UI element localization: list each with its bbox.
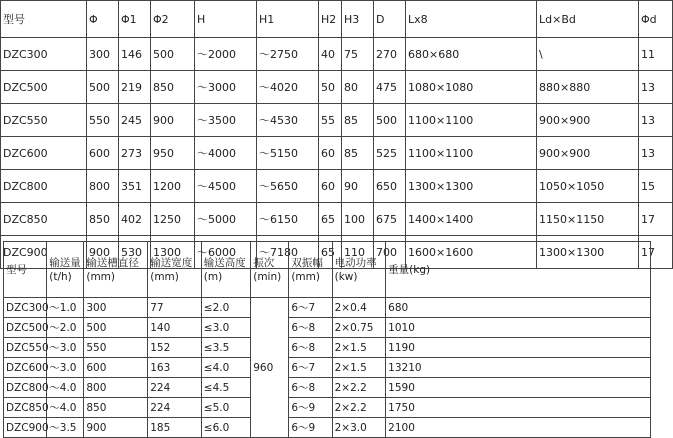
table-cell: 500 [87,71,119,104]
table-cell: DZC500 [4,318,47,338]
column-header: 输送高度(m) [201,242,250,298]
table-cell: 110 [342,236,374,269]
column-header: 输送宽度(mm) [148,242,202,298]
table-cell: 500 [151,38,195,71]
table-cell: 2100 [386,418,651,438]
table-cell: ～3500 [195,104,257,137]
table-cell: 800 [87,170,119,203]
table-cell: 850 [151,71,195,104]
table-cell: 100 [342,203,374,236]
table-cell: 900 [84,418,148,438]
table-cell: 65 [319,203,342,236]
table-cell: 85 [342,137,374,170]
table-cell: 900×900 [537,104,639,137]
table-cell: 2×3.0 [332,418,386,438]
table-cell: 2×2.2 [332,378,386,398]
table-cell: 900 [151,104,195,137]
table-cell: 500 [84,318,148,338]
table-row [4,318,651,338]
table-cell: 550 [87,104,119,137]
table-cell: 6～8 [289,318,332,338]
column-header: 输送量(t/h) [47,242,84,298]
table-cell: ～7180 [257,236,319,269]
column-header: 双振幅(mm) [289,242,332,298]
table-cell: ～3.5 [47,418,84,438]
table-cell: 680×680 [406,38,537,71]
table-cell: DZC850 [4,398,47,418]
table-cell: ≤4.0 [201,358,250,378]
table-cell: DZC800 [1,170,87,203]
table-cell: DZC600 [4,358,47,378]
table-cell: ～5000 [195,203,257,236]
table-row [1,104,673,137]
table-cell: 6～7 [289,298,332,318]
table-cell: 402 [119,203,151,236]
table-cell: 6～8 [289,378,332,398]
table-cell: 700 [374,236,406,269]
table-cell: 525 [374,137,406,170]
table-cell: DZC800 [4,378,47,398]
table-cell: 1300×1300 [406,170,537,203]
table-row [4,298,651,318]
column-header: H1 [257,1,319,38]
table-cell: 6～7 [289,358,332,378]
table-cell: 15 [639,170,673,203]
table-cell: 17 [639,236,673,269]
table-cell: ～4.0 [47,398,84,418]
table-cell: 50 [319,71,342,104]
table-header-row [1,1,673,38]
table-cell: 224 [148,398,202,418]
table-row [1,38,673,71]
table-cell: 300 [87,38,119,71]
table-cell: 1400×1400 [406,203,537,236]
specifications-table [3,241,651,438]
table-cell: 1100×1100 [406,104,537,137]
table-cell: 55 [319,104,342,137]
table-cell: 40 [319,38,342,71]
table-row [4,378,651,398]
table-cell: DZC900 [4,418,47,438]
table-cell: 60 [319,170,342,203]
column-header: 型号 [4,242,47,298]
table-cell: ≤2.0 [201,298,250,318]
table-cell: 950 [151,137,195,170]
table-row [4,398,651,418]
table-cell: 6～9 [289,398,332,418]
column-header: 输送槽直径(mm) [84,242,148,298]
table-cell: ≤5.0 [201,398,250,418]
table-cell: 1200 [151,170,195,203]
table-cell: 850 [87,203,119,236]
table-header-row [4,242,651,298]
table-cell: 163 [148,358,202,378]
table-cell: ≤3.0 [201,318,250,338]
table-cell: DZC300 [4,298,47,318]
table-cell: 77 [148,298,202,318]
table-cell: ～2.0 [47,318,84,338]
table-row [1,71,673,104]
table-cell: 650 [374,170,406,203]
table-cell: 245 [119,104,151,137]
table-cell: ≤6.0 [201,418,250,438]
table-cell: 500 [374,104,406,137]
table-cell: 13 [639,71,673,104]
table-cell: DZC300 [1,38,87,71]
table-cell: 13 [639,137,673,170]
column-header: 电动功率(kw) [332,242,386,298]
table-cell: 140 [148,318,202,338]
table-cell: DZC900 [1,236,87,269]
table-cell: DZC600 [1,137,87,170]
table-cell: 270 [374,38,406,71]
table-cell: \ [537,38,639,71]
table-row [4,338,651,358]
table-cell: 13 [639,104,673,137]
table-cell: 11 [639,38,673,71]
table-cell: 2×0.75 [332,318,386,338]
table-cell: ≤4.5 [201,378,250,398]
table-cell: 85 [342,104,374,137]
column-header: Lx8 [406,1,537,38]
table-cell: ～1.0 [47,298,84,318]
table-row [1,170,673,203]
table-cell: 6～9 [289,418,332,438]
column-header: Φ1 [119,1,151,38]
table-cell: 1100×1100 [406,137,537,170]
table-cell: DZC550 [1,104,87,137]
table-cell: 880×880 [537,71,639,104]
table-cell: ～4000 [195,137,257,170]
table-cell: DZC850 [1,203,87,236]
table-cell: ～3.0 [47,358,84,378]
table-cell: 900 [87,236,119,269]
table-cell: 17 [639,203,673,236]
table-cell: 224 [148,378,202,398]
table-cell: 2×1.5 [332,358,386,378]
column-header: H2 [319,1,342,38]
table-cell: 850 [84,398,148,418]
column-header: 型号 [1,1,87,38]
frequency-cell: 960 [251,298,289,438]
table-cell: 600 [84,358,148,378]
table-cell: 2×1.5 [332,338,386,358]
table-cell: ～3.0 [47,338,84,358]
table-row [1,203,673,236]
table-cell: 1080×1080 [406,71,537,104]
column-header: 重量(kg) [386,242,651,298]
table-cell: 219 [119,71,151,104]
table-cell: 13210 [386,358,651,378]
table-cell: 1300 [151,236,195,269]
table-cell: 65 [319,236,342,269]
column-header: Φd [639,1,673,38]
table-cell: 1600×1600 [406,236,537,269]
table-cell: 75 [342,38,374,71]
table-row [4,418,651,438]
table-cell: 900×900 [537,137,639,170]
table-cell: 60 [319,137,342,170]
table-cell: ～2000 [195,38,257,71]
table-cell: 185 [148,418,202,438]
table-cell: 1190 [386,338,651,358]
table-cell: 550 [84,338,148,358]
table-cell: ～6150 [257,203,319,236]
table-cell: 2×0.4 [332,298,386,318]
table-row [1,137,673,170]
column-header: 振次(min) [251,242,289,298]
table-cell: 1590 [386,378,651,398]
table-cell: ～5650 [257,170,319,203]
table-cell: 351 [119,170,151,203]
table-cell: 300 [84,298,148,318]
table-cell: 1010 [386,318,651,338]
table-cell: 1050×1050 [537,170,639,203]
column-header: Φ2 [151,1,195,38]
column-header: Ld×Bd [537,1,639,38]
table-cell: 1150×1150 [537,203,639,236]
table-cell: 80 [342,71,374,104]
table-cell: 680 [386,298,651,318]
table-cell: ～4.0 [47,378,84,398]
table-cell: ～2750 [257,38,319,71]
table-cell: ≤3.5 [201,338,250,358]
table-cell: DZC500 [1,71,87,104]
column-header: H3 [342,1,374,38]
table-cell: 90 [342,170,374,203]
table-cell: 273 [119,137,151,170]
table-cell: 146 [119,38,151,71]
table-cell: ～5150 [257,137,319,170]
table-cell: 600 [87,137,119,170]
table-row [4,358,651,378]
table-cell: 2×2.2 [332,398,386,418]
table-cell: 1300×1300 [537,236,639,269]
table-cell: DZC550 [4,338,47,358]
table-cell: ～4020 [257,71,319,104]
column-header: Φ [87,1,119,38]
table-cell: 6～8 [289,338,332,358]
column-header: H [195,1,257,38]
table-cell: 1250 [151,203,195,236]
table-cell: 152 [148,338,202,358]
table-cell: 1750 [386,398,651,418]
table-cell: 475 [374,71,406,104]
table-cell: ～6000 [195,236,257,269]
table-cell: ～3000 [195,71,257,104]
table-cell: 800 [84,378,148,398]
table-cell: 675 [374,203,406,236]
table-cell: 530 [119,236,151,269]
table-cell: ～4530 [257,104,319,137]
column-header: D [374,1,406,38]
table-cell: ～4500 [195,170,257,203]
